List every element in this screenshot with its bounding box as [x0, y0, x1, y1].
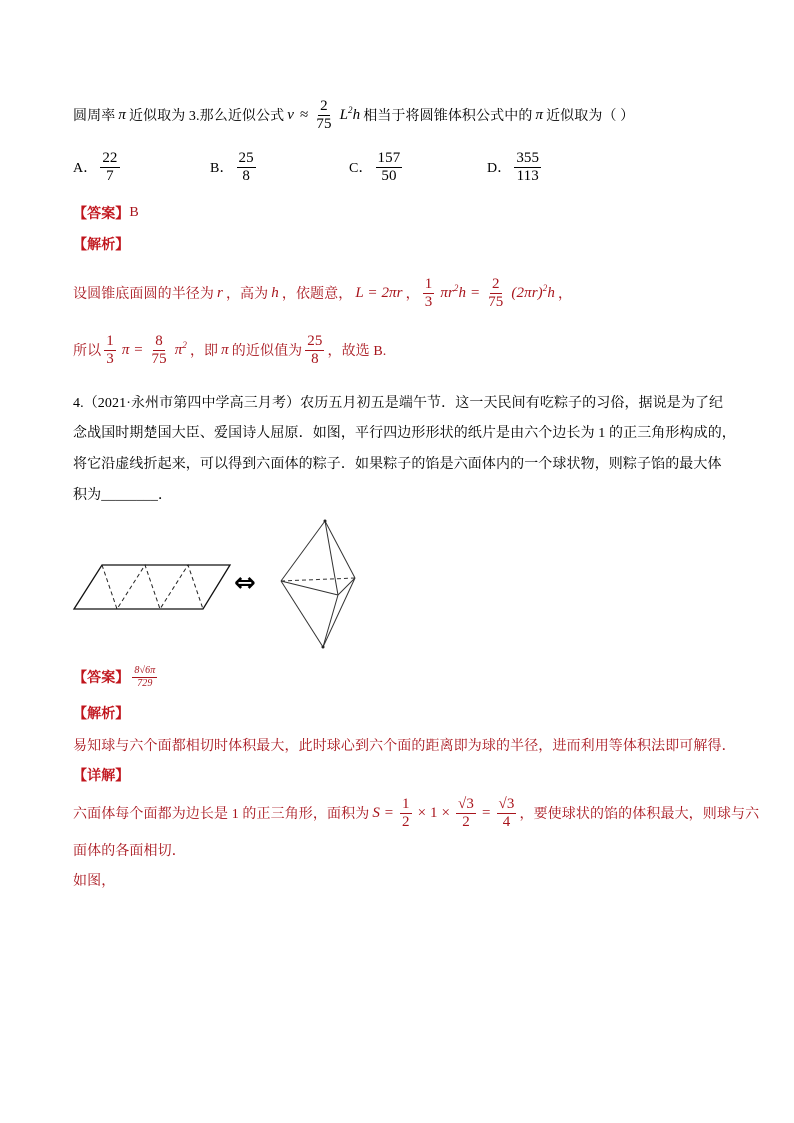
fraction-1-2: [400, 796, 412, 831]
fraction-sqrt3-4: [497, 796, 517, 831]
numerator: 1: [106, 332, 114, 349]
edge: [323, 578, 355, 647]
numerator: 25: [307, 332, 323, 349]
q4-detail-line-1: [73, 793, 759, 833]
denominator: 8: [311, 350, 319, 367]
edge: [281, 581, 323, 647]
q3-answer: [73, 203, 139, 223]
pi-symbol: π: [118, 106, 126, 123]
numerator: √3: [498, 795, 515, 812]
option-fraction: [514, 150, 541, 185]
text: 易知球与六个面都相切时体积最大，此时球心到六个面的距离即为球的半径，进而利用等体积法即可解得．: [73, 739, 736, 754]
option-b: [210, 147, 259, 187]
var-h: h: [271, 284, 279, 301]
dashed-fold-lines: [102, 565, 203, 609]
numerator: 2: [491, 275, 500, 292]
q4-text: 将它沿虚线折起来，可以得到六面体的粽子．如果粽子的馅是六面体内的一个球状物，则粽子馅的最大体: [73, 457, 722, 472]
denominator: 50: [381, 167, 397, 184]
q3-analysis-line-2: [73, 330, 386, 370]
math-term: h: [547, 284, 555, 301]
exponent: 2: [182, 339, 187, 350]
text: ，: [405, 287, 420, 302]
equivalence-arrow-icon: ⇔: [234, 568, 256, 598]
text: ，故选 B.: [327, 344, 387, 359]
denominator: 3: [424, 293, 433, 310]
numerator: 355: [516, 149, 540, 166]
q3-analysis-heading: [73, 234, 129, 254]
q4-stem-line-4: [73, 484, 172, 504]
option-a: [73, 147, 123, 187]
fraction-2-75: [314, 98, 333, 133]
pi-symbol: π: [535, 106, 544, 123]
q3-stem-text-1: 圆周率: [73, 109, 116, 124]
option-c: [349, 147, 405, 187]
text: 六面体每个面都为边长是 1 的正三角形，面积为: [73, 807, 370, 822]
text: 如图，: [73, 874, 116, 889]
text: ，高为: [225, 287, 269, 302]
denominator: 7: [106, 167, 114, 184]
text: ，依题意，: [281, 287, 353, 302]
vertex-dot: [324, 520, 327, 523]
text: ，要使球状的馅的体积最大，则球与六: [519, 807, 760, 822]
numerator: 22: [102, 149, 118, 166]
var-r: r: [217, 284, 223, 301]
exponent: 2: [542, 282, 548, 293]
q4-stem-line-1: [73, 392, 723, 412]
edge: [338, 578, 355, 595]
var-v: v: [287, 106, 295, 123]
denominator: 729: [137, 677, 153, 689]
answer-label: 【答案】: [73, 671, 130, 686]
q4-text-with-blank: 积为________．: [73, 488, 173, 503]
denominator: 4: [502, 813, 511, 830]
edge: [281, 521, 325, 581]
numerator: 1: [424, 275, 433, 292]
math-term: (2πr): [511, 284, 543, 301]
option-fraction: [237, 150, 256, 185]
equation-l: L = 2πr: [355, 284, 403, 301]
denominator: 75: [488, 293, 504, 310]
q4-answer: [73, 662, 160, 692]
math-term: S =: [372, 804, 394, 821]
text: 的近似值为: [231, 344, 303, 359]
text: ，即: [189, 344, 219, 359]
option-label: B．: [210, 161, 234, 176]
math-term: π: [174, 341, 183, 358]
answer-label: 【答案】: [73, 207, 130, 222]
exponent: 2: [348, 104, 353, 115]
var-h: h: [352, 106, 361, 123]
numerator: 1: [402, 795, 410, 812]
pi-symbol: π: [221, 341, 229, 358]
analysis-label: 【解析】: [73, 238, 130, 253]
option-fraction: [376, 150, 403, 185]
edge: [281, 581, 338, 595]
numerator: 8√6π: [134, 664, 156, 676]
q4-detail-heading: [73, 765, 129, 785]
equals-sign: =: [481, 804, 491, 821]
var-l: L: [339, 106, 349, 123]
math-expression: [511, 282, 555, 302]
option-label: A．: [73, 161, 98, 176]
formula-l2h: [339, 104, 361, 124]
text: 所以: [73, 344, 102, 359]
numerator: √3: [458, 795, 474, 812]
approx-sign: ≈: [300, 106, 309, 123]
q4-stem-line-2: [73, 422, 736, 442]
fraction-1-3: [104, 333, 116, 368]
text: ，: [557, 287, 573, 302]
denominator: 2: [402, 813, 410, 830]
denominator: 3: [106, 350, 114, 367]
fraction-25-8: [305, 333, 324, 368]
denominator: 75: [151, 350, 167, 367]
parallelogram-net: [74, 565, 230, 609]
numerator: 8: [155, 332, 163, 349]
denominator: 113: [516, 167, 539, 184]
q4-detail-line-3: [73, 870, 115, 890]
text: 面体的各面相切．: [73, 844, 186, 859]
option-fraction: [100, 150, 119, 185]
denominator: 75: [316, 115, 332, 132]
option-d: [487, 147, 544, 187]
q4-detail-line-2: [73, 840, 186, 860]
q3-stem-text-4: 近似取为（ ）: [546, 109, 635, 124]
math-term: π =: [121, 341, 144, 358]
option-label: C．: [349, 161, 373, 176]
denominator: 2: [462, 813, 470, 830]
edge: [323, 595, 338, 647]
math-term: πr: [440, 284, 454, 301]
q4-stem-line-3: [73, 453, 722, 473]
fraction-1-3: [423, 276, 435, 311]
numerator: 157: [377, 149, 401, 166]
denominator: 8: [242, 167, 250, 184]
fraction-2-75: [486, 276, 505, 311]
q4-analysis-heading: [73, 703, 129, 723]
q3-analysis-line-1: [73, 273, 572, 313]
q4-analysis-text: [73, 735, 736, 755]
detail-label: 【详解】: [73, 769, 130, 784]
q3-stem-text-3: 相当于将圆锥体积公式中的: [363, 109, 533, 124]
answer-value: B: [129, 205, 139, 220]
math-term: × 1 ×: [417, 804, 451, 821]
hidden-edge: [281, 578, 355, 581]
text: 设圆锥底面圆的半径为: [73, 287, 214, 302]
numerator: 25: [238, 149, 254, 166]
folding-figure: [60, 510, 390, 660]
q3-stem-text-2: 近似取为 3.那么近似公式: [128, 109, 285, 124]
exponent: 2: [453, 282, 459, 293]
math-expression: [440, 282, 481, 302]
edge: [325, 521, 338, 595]
answer-fraction: [132, 665, 157, 690]
hexahedron-solid: [281, 520, 355, 649]
math-term: h =: [458, 284, 481, 301]
analysis-label: 【解析】: [73, 707, 130, 722]
fraction-8-75: [150, 333, 169, 368]
q4-text: 4.（2021·永州市第四中学高三月考）农历五月初五是端午节．这一天民间有吃粽子的习俗，据说是为了纪: [73, 396, 724, 411]
vertex-dot: [322, 646, 325, 649]
q4-text: 念战国时期楚国大臣、爱国诗人屈原．如图，平行四边形形状的纸片是由六个边长为 1 的正三角形构成的，: [73, 426, 736, 441]
option-label: D．: [487, 161, 512, 176]
q3-stem: [73, 95, 634, 135]
numerator: 2: [320, 97, 328, 114]
fraction-sqrt3-2: [456, 796, 476, 831]
math-expression: [174, 339, 187, 359]
